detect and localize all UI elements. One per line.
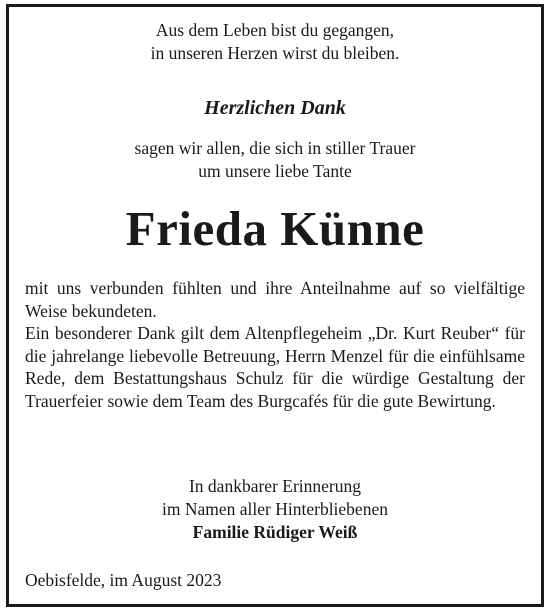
dedication-line-1: sagen wir allen, die sich in stiller Trauer — [134, 138, 416, 158]
verse-line-2: in unseren Herzen wirst du bleiben. — [150, 43, 400, 63]
dedication-line-2: um unsere liebe Tante — [198, 161, 352, 181]
notice-frame — [6, 4, 544, 607]
thanks-body — [25, 277, 525, 412]
closing-line-2: im Namen aller Hinterbliebenen — [162, 499, 388, 519]
dedication-text — [9, 137, 541, 183]
body-paragraph-1: mit uns verbunden fühlten und ihre Anteilnahme auf so vielfältige Weise bekundeten. — [25, 278, 525, 321]
family-signature: Familie Rüdiger Weiß — [192, 522, 358, 542]
verse-line-1: Aus dem Leben bist du gegangen, — [155, 20, 395, 40]
thanks-heading: Herzlichen Dank — [204, 97, 346, 119]
body-paragraph-2: Ein besonderer Dank gilt dem Altenpflegeheim „Dr. Kurt Reuber“ für die jahrelange liebevolle Betreuung, Herrn Menzel für die einfühlsame Rede, dem Bestattungshaus Schulz für die würdige Gestaltung der Trauerfeier sowie dem Team des Burgcafés für die gute Bewirtung. — [25, 323, 525, 411]
deceased-name: Frieda Künne — [125, 201, 425, 256]
closing-line-1: In dankbarer Erinnerung — [188, 476, 361, 496]
closing-block — [9, 475, 541, 544]
place-and-date: Oebisfelde, im August 2023 — [25, 570, 222, 590]
opening-verse — [9, 19, 541, 65]
